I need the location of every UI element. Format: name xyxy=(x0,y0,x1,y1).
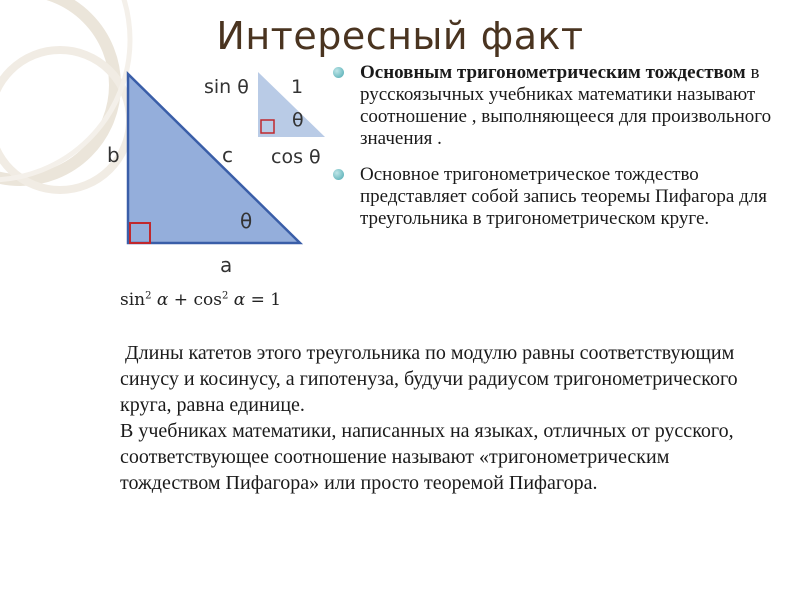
big-leg-b-label: b xyxy=(107,143,120,167)
formula-var-1: α xyxy=(156,290,169,310)
pythagorean-identity-formula xyxy=(120,290,281,310)
small-adjacent-label: cos θ xyxy=(271,146,321,168)
formula-exp-2: 2 xyxy=(221,290,229,302)
bullet-item xyxy=(330,164,780,230)
big-hyp-c-label: c xyxy=(222,143,233,167)
formula-equals: = 1 xyxy=(250,290,282,310)
formula-plus: + xyxy=(173,290,189,310)
small-angle-label: θ xyxy=(292,109,304,131)
bullet-list xyxy=(330,62,780,244)
page-title: Интересный факт xyxy=(216,14,584,58)
bullet-text: в русскоязычных учебниках математики называют соотношение , выполняющееся для произвольного значения . xyxy=(360,62,772,149)
formula-cos: cos xyxy=(193,290,222,310)
formula-var-2: α xyxy=(233,290,246,310)
bullet-text: Основное тригонометрическое тождество представляет собой запись теоремы Пифагора для треугольника в тригонометрическом круге. xyxy=(360,164,767,229)
paragraph-line-1: Длины катетов этого треугольника по модулю равны соответствующим синусу и косинусу, а гипотенуза, будучи радиусом тригонометрического круга, равна единице. xyxy=(120,342,743,416)
bullet-bold-term: Основным тригонометрическим тождеством xyxy=(360,62,746,83)
small-hyp-label: 1 xyxy=(291,76,304,98)
bullet-item xyxy=(330,62,780,150)
explanation-paragraph xyxy=(120,340,760,496)
big-angle-label: θ xyxy=(240,209,253,233)
bullet-dot-icon xyxy=(333,67,344,78)
bullet-dot-icon xyxy=(333,169,344,180)
formula-exp-1: 2 xyxy=(145,290,152,302)
big-leg-a-label: a xyxy=(220,253,233,277)
formula-sin: sin xyxy=(120,290,146,310)
small-opposite-label: sin θ xyxy=(204,76,249,98)
paragraph-line-2: В учебниках математики, написанных на языках, отличных от русского, соответствующее соотношение называют «тригонометрическим тождеством Пифагора» или просто теоремой Пифагора. xyxy=(120,420,734,494)
